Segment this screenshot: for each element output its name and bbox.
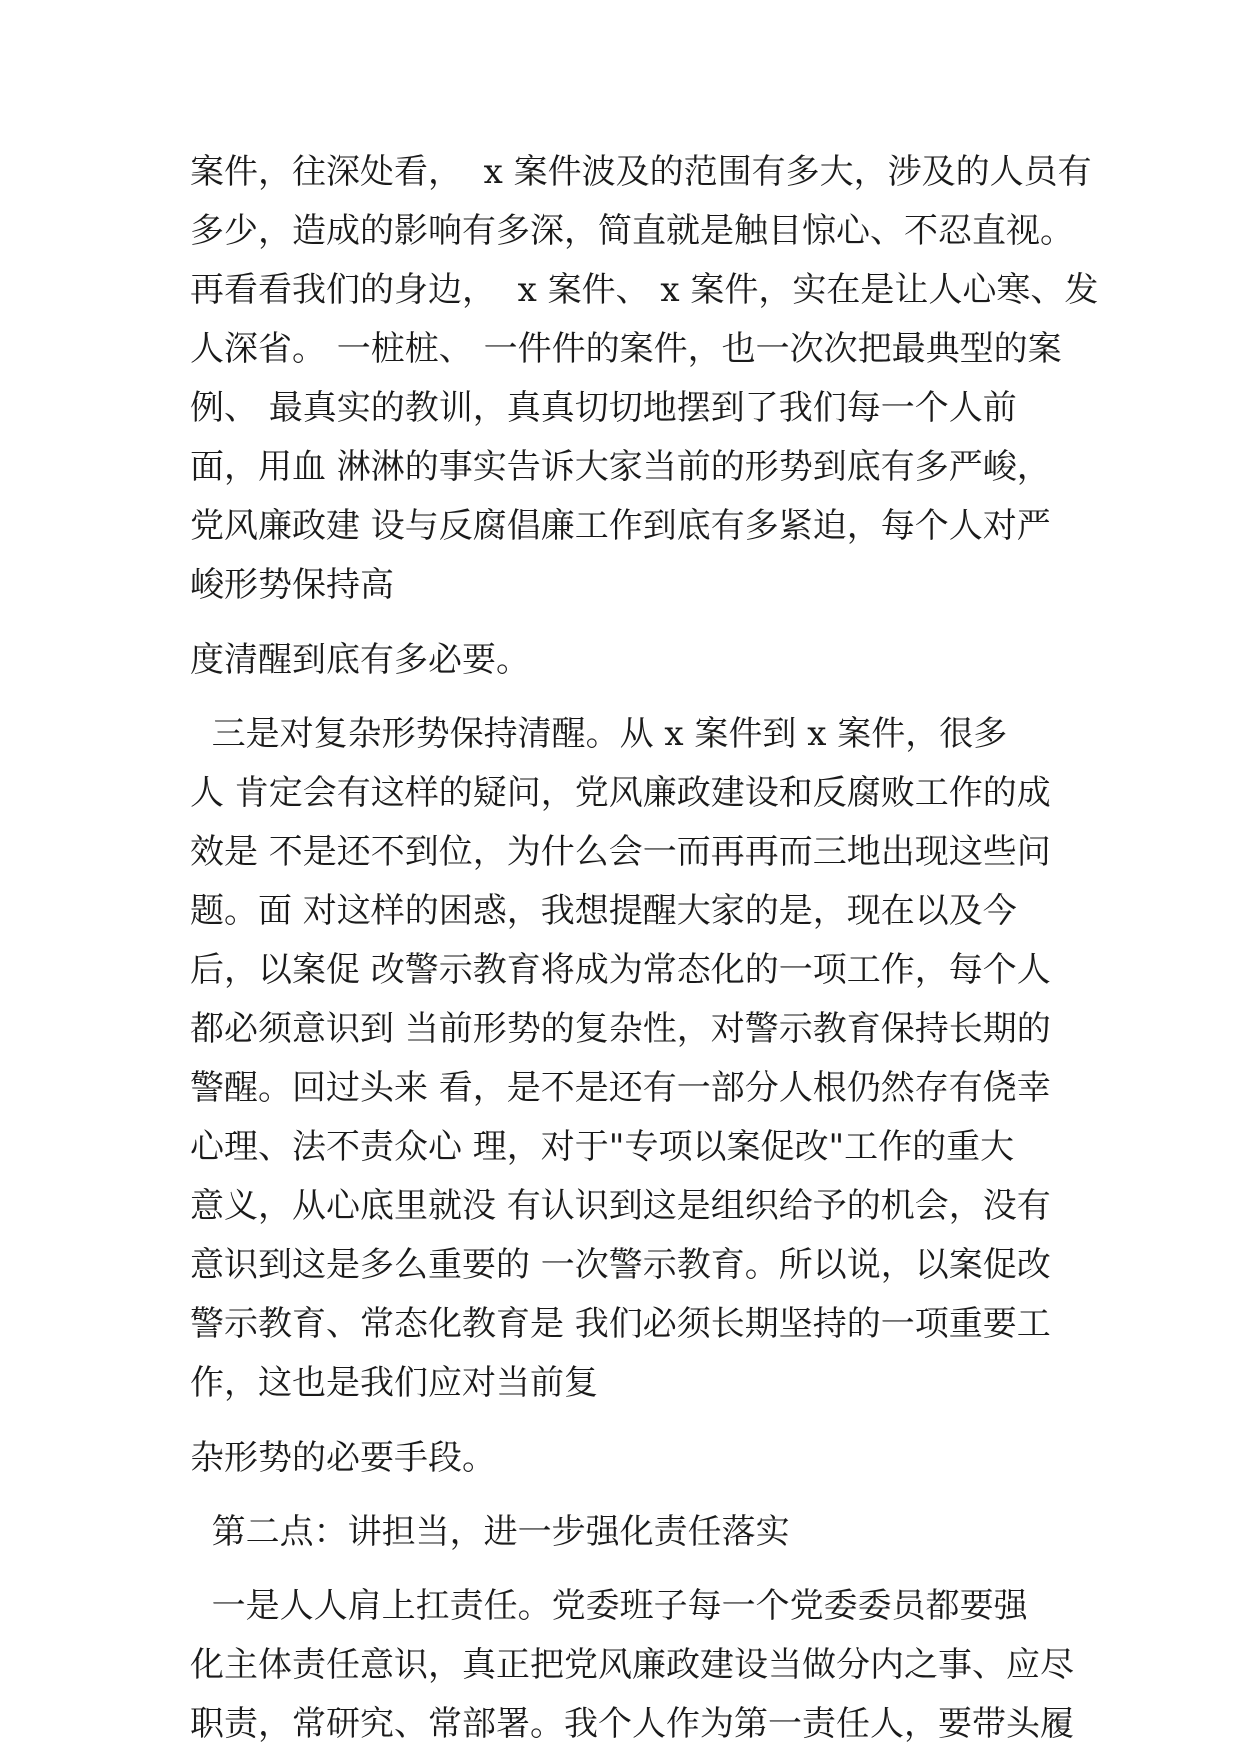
- text-line: 三是对复杂形势保持清醒。从 x 案件到 x 案件，很多: [190, 714, 1008, 754]
- text-line: 例、 最真实的教训，真真切切地摆到了我们每一个人前: [190, 388, 1017, 428]
- text-line: 警醒。回过头来 看，是不是还有一部分人根仍然存有侥幸: [190, 1068, 1051, 1108]
- text-line: 度清醒到底有多必要。: [190, 640, 530, 680]
- text-line: 作，这也是我们应对当前复: [190, 1363, 598, 1403]
- text-line: 题。面 对这样的困惑，我想提醒大家的是，现在以及今: [190, 891, 1017, 931]
- text-line: 案件，往深处看， x 案件波及的范围有多大，涉及的人员有: [190, 152, 1092, 192]
- text-line: 意义，从心底里就没 有认识到这是组织给予的机会，没有: [190, 1186, 1051, 1226]
- text-line: 峻形势保持高: [190, 565, 394, 605]
- text-line: 面，用血 淋淋的事实告诉大家当前的形势到底有多严峻，: [190, 447, 1051, 487]
- text-line: 第二点：讲担当，进一步强化责任落实: [190, 1512, 790, 1552]
- text-line: 都必须意识到 当前形势的复杂性，对警示教育保持长期的: [190, 1009, 1051, 1049]
- text-line: 警示教育、常态化教育是 我们必须长期坚持的一项重要工: [190, 1304, 1051, 1344]
- text-line: 效是 不是还不到位，为什么会一而再再而三地出现这些问: [190, 832, 1051, 872]
- text-line: 职责，常研究、常部署。我个人作为第一责任人，要带头履: [190, 1704, 1074, 1744]
- text-line: 党风廉政建 设与反腐倡廉工作到底有多紧迫，每个人对严: [190, 506, 1051, 546]
- text-line: 意识到这是多么重要的 一次警示教育。所以说，以案促改: [190, 1245, 1051, 1285]
- text-line: 后，以案促 改警示教育将成为常态化的一项工作，每个人: [190, 950, 1051, 990]
- text-line: 再看看我们的身边， x 案件、 x 案件，实在是让人心寒、发: [190, 270, 1099, 310]
- text-line: 心理、法不责众心 理，对于"专项以案促改"工作的重大: [190, 1127, 1015, 1167]
- text-line: 化主体责任意识，真正把党风廉政建设当做分内之事、应尽: [190, 1645, 1074, 1685]
- text-line: 人深省。 一桩桩、 一件件的案件，也一次次把最典型的案: [190, 329, 1062, 369]
- text-line: 杂形势的必要手段。: [190, 1438, 496, 1478]
- text-line: 一是人人肩上扛责任。党委班子每一个党委委员都要强: [190, 1586, 1028, 1626]
- text-line: 多少，造成的影响有多深，简直就是触目惊心、不忍直视。: [190, 211, 1074, 251]
- text-line: 人 肯定会有这样的疑问，党风廉政建设和反腐败工作的成: [190, 773, 1051, 813]
